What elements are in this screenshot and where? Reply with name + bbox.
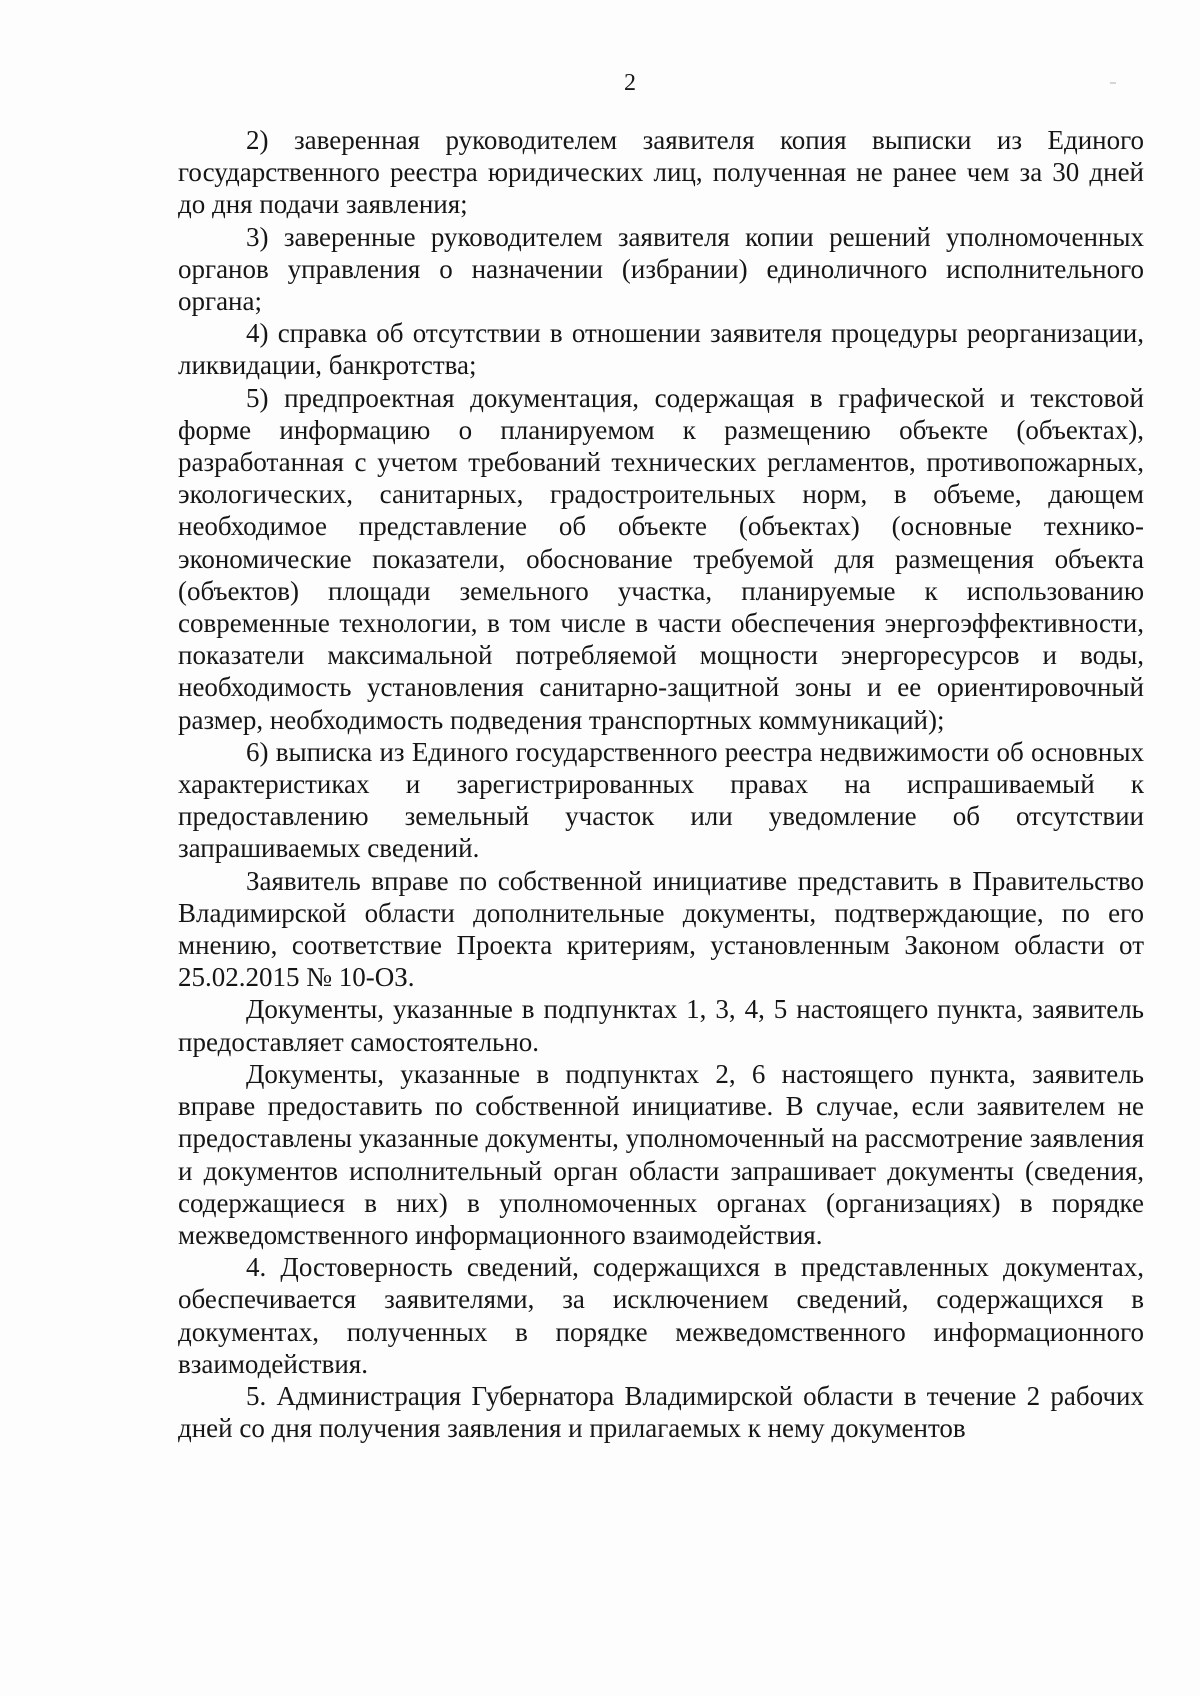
paragraph-additional-documents: Заявитель вправе по собственной инициативе представить в Правительство Владимирской области дополнительные документы, подтверждающие, по его мнению, соответствие Проекта критериям, установленным Законом области от 25.02.2015 № 10-ОЗ. bbox=[178, 865, 1144, 993]
paragraph-item-4: 4) справка об отсутствии в отношении заявителя процедуры реорганизации, ликвидации, банкротства; bbox=[178, 318, 1144, 381]
paragraph-section-5: 5. Администрация Губернатора Владимирской области в течение 2 рабочих дней со дня получения заявления и прилагаемых к нему документов bbox=[178, 1380, 1144, 1444]
paragraph-item-5: 5) предпроектная документация, содержащая в графической и текстовой форме информацию о планируемом к размещению объекте (объектах), разработанная с учетом требований технических регламентов, противопожарных, экологических, санитарных, градостроительных норм, в объеме, дающем необходимое представление об объекте (объектах) (основные технико-экономические показатели, обоснование требуемой для размещения объекта (объектов) площади земельного участка, планируемые к использованию современные технологии, в том числе в части обеспечения энергоэффективности, показатели максимальной потребляемой мощности энергоресурсов и воды, необходимость установления санитарно-защитной зоны и ее ориентировочный размер, необходимость подведения транспортных коммуникаций); bbox=[178, 382, 1144, 735]
page-number: 2 bbox=[624, 70, 636, 96]
scan-speck bbox=[1110, 82, 1116, 84]
paragraph-item-2: 2) заверенная руководителем заявителя копия выписки из Единого государственного реестра юридических лиц, полученная не ранее чем за 30 дней до дня подачи заявления; bbox=[178, 125, 1144, 220]
paragraph-section-4: 4. Достоверность сведений, содержащихся в представленных документах, обеспечивается заявителями, за исключением сведений, содержащихся в документах, полученных в порядке межведомственного информационного взаимодействия. bbox=[178, 1252, 1144, 1379]
paragraph-item-6: 6) выписка из Единого государственного реестра недвижимости об основных характеристиках и зарегистрированных правах на испрашиваемый к предоставлению земельный участок или уведомление об отсутствии запрашиваемых сведений. bbox=[178, 736, 1144, 864]
paragraph-own-initiative: Документы, указанные в подпунктах 2, 6 настоящего пункта, заявитель вправе предоставить по собственной инициативе. В случае, если заявителем не предоставлены указанные документы, уполномоченный на рассмотрение заявления и документов исполнительный орган области запрашивает документы (сведения, содержащиеся в них) в уполномоченных органах (организациях) в порядке межведомственного информационного взаимодействия. bbox=[178, 1058, 1144, 1250]
document-body bbox=[178, 124, 1144, 1444]
paragraph-self-provided: Документы, указанные в подпунктах 1, 3, 4, 5 настоящего пункта, заявитель предоставляет самостоятельно. bbox=[178, 994, 1144, 1057]
paragraph-item-3: 3) заверенные руководителем заявителя копии решений уполномоченных органов управления о назначении (избрании) единоличного исполнительного органа; bbox=[178, 221, 1144, 317]
